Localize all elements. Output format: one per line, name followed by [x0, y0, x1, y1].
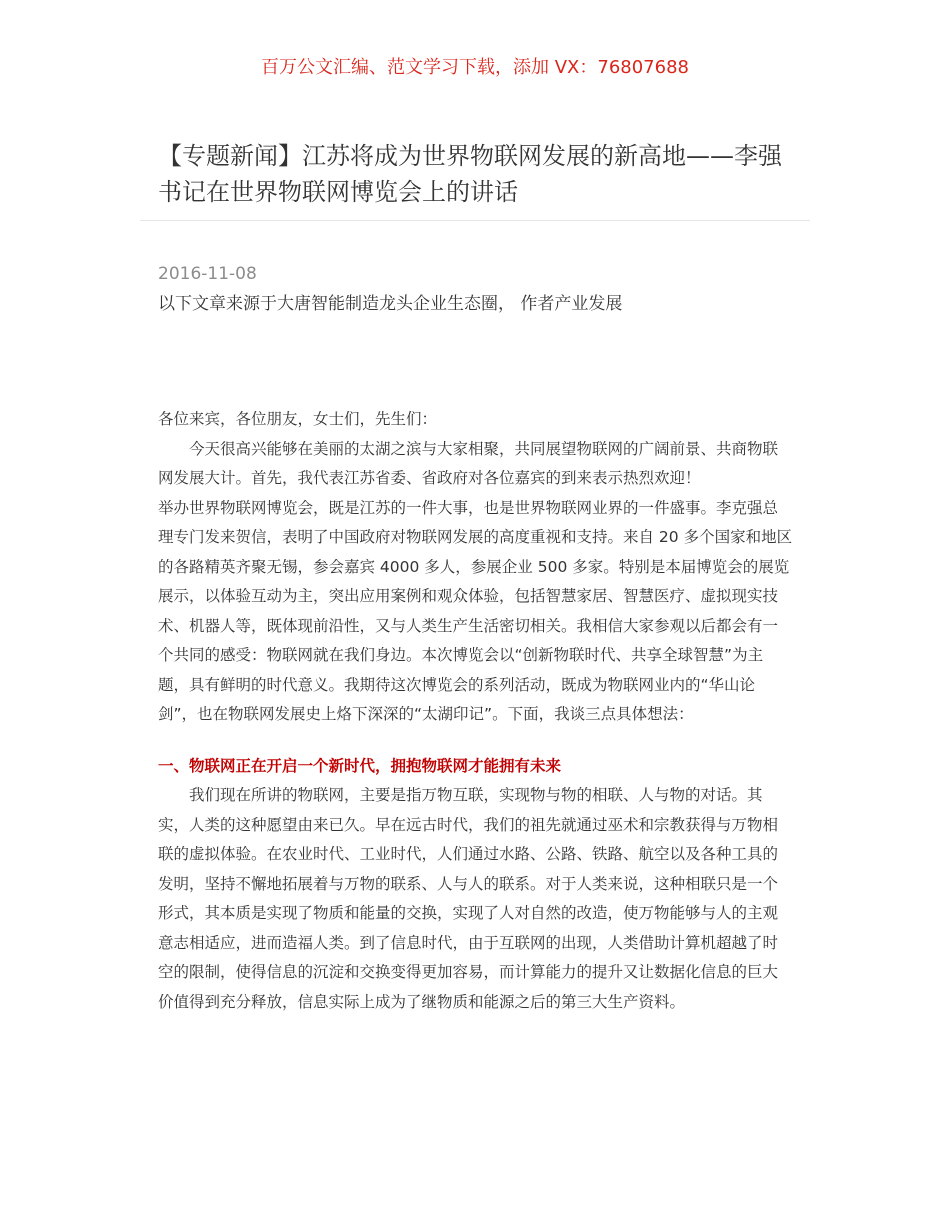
section-heading: 一、物联网正在开启一个新时代，拥抱物联网才能拥有未来 [158, 756, 562, 775]
expo-paragraph: 举办世界物联网博览会，既是江苏的一件大事，也是世界物联网业界的一件盛事。李克强总理专门发来贺信，表明了中国政府对物联网发展的高度重视和支持。来自 20 多个国家和地区的各路精英齐聚无锡，参会嘉宾 4000 多人，参展企业 500 多家。特别是本届博览会的展览展示，以体验互动为主，突出应用案例和观众体验，包括智慧家居、智慧医疗、虚拟现实技术、机器人等，既体现前沿性，又与人类生产生活密切相关。我相信大家参观以后都会有一个共同的感受：物联网就在我们身边。本次博览会以“创新物联时代、共享全球智慧”为主题，具有鲜明的时代意义。我期待这次博览会的系列活动，既成为物联网业内的“华山论剑”，也在物联网发展史上烙下深深的“太湖印记”。下面，我谈三点具体想法： [158, 498, 793, 723]
promo-banner: 百万公文汇编、范文学习下载，添加 VX：76807688 [261, 57, 689, 78]
article-source: 以下文章来源于大唐智能制造龙头企业生态圈， 作者产业发展 [158, 294, 623, 314]
article-title: 【专题新闻】江苏将成为世界物联网发展的新高地——李强书记在世界物联网博览会上的讲话 [158, 142, 782, 206]
welcome-paragraph: 今天很高兴能够在美丽的太湖之滨与大家相聚，共同展望物联网的广阔前景、共商物联网发展大计。首先，我代表江苏省委、省政府对各位嘉宾的到来表示热烈欢迎！ [158, 439, 779, 487]
article-body [158, 405, 793, 1017]
article-date: 2016-11-08 [158, 264, 257, 284]
greeting-paragraph: 各位来宾，各位朋友，女士们，先生们： [158, 410, 438, 428]
title-divider [140, 220, 810, 221]
iot-paragraph: 我们现在所讲的物联网，主要是指万物互联，实现物与物的相联、人与物的对话。其实，人类的这种愿望由来已久。早在远古时代，我们的祖先就通过巫术和宗教获得与万物相联的虚拟体验。在农业时代、工业时代，人们通过水路、公路、铁路、航空以及各种工具的发明，坚持不懈地拓展着与万物的联系、人与人的联系。对于人类来说，这种相联只是一个形式，其本质是实现了物质和能量的交换，实现了人对自然的改造，使万物能够与人的主观意志相适应，进而造福人类。到了信息时代，由于互联网的出现，人类借助计算机超越了时空的限制，使得信息的沉淀和交换变得更加容易，而计算能力的提升又让数据化信息的巨大价值得到充分释放，信息实际上成为了继物质和能源之后的第三大生产资料。 [158, 786, 779, 1011]
